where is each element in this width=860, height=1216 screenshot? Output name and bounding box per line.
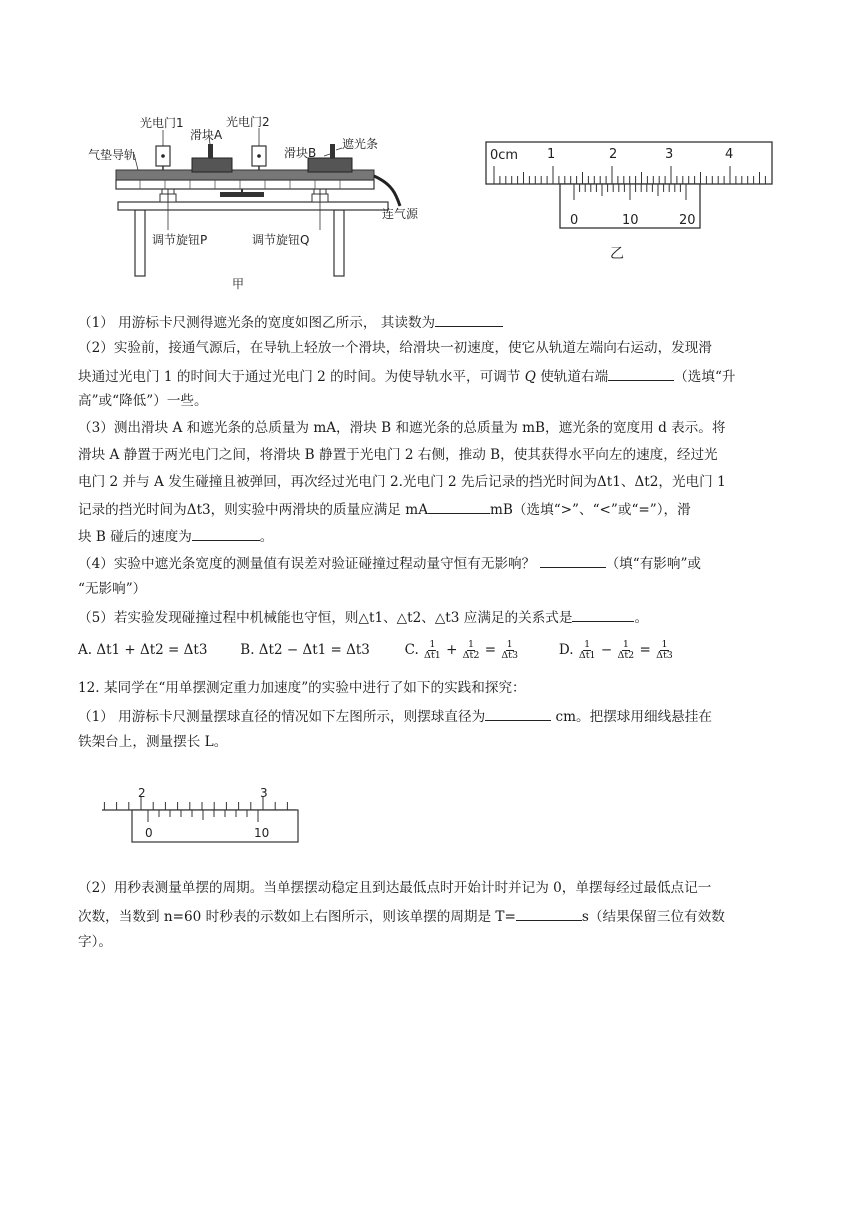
q11-part1: （1） 用游标卡尺测得遮光条的宽度如图乙所示， 其读数为 — [78, 312, 503, 332]
q11-part3-line1: （3）测出滑块 A 和遮光条的总质量为 mA，滑块 B 和遮光条的总质量为 mB，遮光条的宽度用 d 表示。将 — [78, 420, 726, 436]
q11-part4-line1: （4）实验中遮光条宽度的测量值有误差对验证碰撞过程动量守恒有无影响？ （填“有影响”或 — [78, 553, 701, 573]
sliderB-label: 滑块B — [284, 146, 317, 160]
pd-main-label-3: 3 — [260, 786, 268, 800]
main-label-4: 4 — [725, 147, 734, 162]
q11-part3-line4: 记录的挡光时间为Δt3，则实验中两滑块的质量应满足 mA mB（选填“>”、“<”或“=”），滑 — [78, 499, 691, 519]
main-label-2: 2 — [609, 147, 618, 162]
knob-q — [312, 188, 328, 202]
knob-p — [160, 188, 176, 202]
table-top — [118, 202, 388, 210]
q11-part3-line2: 滑块 A 静置于两光电门之间，将滑块 B 静置于光电门 2 右侧，推动 B，使其获得水平向左的速度，经过光 — [78, 447, 718, 463]
q11-part3-line5: 块 B 碰后的速度为 。 — [78, 526, 273, 546]
slider-b-block — [308, 158, 352, 172]
pd-vernier-label-10: 10 — [254, 826, 270, 840]
option-c[interactable]: C. $\frac{1}{\Delta t1}$ + $\frac{1}{\Delta t2}$ = $\frac{1}{\Delta t3}$ — [404, 639, 519, 661]
option-b[interactable]: B. Δt2 − Δt1 = Δt3 — [240, 642, 370, 658]
rail-base — [116, 180, 374, 189]
option-a[interactable]: A. Δt1 + Δt2 = Δt3 — [78, 642, 208, 658]
vernier-label-0: 0 — [570, 213, 579, 228]
air-track-figure — [80, 108, 460, 298]
pendulum-caliper-figure — [96, 786, 306, 850]
answer-blank-3[interactable] — [428, 499, 490, 514]
gate-1 — [156, 146, 170, 170]
table-leg-right — [334, 210, 344, 276]
pd-vernier-scale — [132, 810, 298, 842]
gate-2 — [252, 146, 266, 170]
vernier-caliper-figure — [484, 140, 784, 265]
knobQ-label: 调节旋钮Q — [252, 233, 310, 247]
main-label-0: 0cm — [490, 148, 519, 163]
answer-blank-8[interactable] — [516, 906, 582, 921]
q11-part3-line3: 电门 2 并与 A 发生碰撞且被弹回，再次经过光电门 2.光电门 2 先后记录的挡光时间为Δt1、Δt2，光电门 1 — [78, 474, 726, 490]
table-leg-left — [135, 210, 145, 276]
q11-part2-line1: （2）实验前，接通气源后，在导轨上轻放一个滑块，给滑块一初速度，使它从轨道左端向右运动，发现滑 — [78, 340, 712, 356]
q11-options — [78, 640, 674, 661]
vernier-label-20: 20 — [679, 213, 696, 228]
rail-label: 气垫导轨 — [88, 148, 137, 162]
q12-part1-line1: （1） 用游标卡尺测量摆球直径的情况如下左图所示，则摆球直径为 cm。把摆球用细线悬挂在 — [78, 706, 712, 726]
slider-a-shade — [208, 144, 213, 158]
vernier-label-10: 10 — [622, 213, 639, 228]
q12-part2-line3: 字）。 — [78, 934, 112, 950]
answer-blank-4[interactable] — [192, 526, 260, 541]
gate2-label: 光电门2 — [226, 115, 270, 129]
air-label: 连气源 — [382, 207, 419, 221]
main-label-3: 3 — [665, 147, 674, 162]
main-label-1: 1 — [547, 147, 556, 162]
slider-b-shade — [330, 144, 335, 158]
answer-blank-2[interactable] — [608, 366, 674, 381]
sliderA-label: 滑块A — [190, 128, 223, 142]
answer-blank-7[interactable] — [485, 706, 551, 721]
knobP-label: 调节旋钮P — [152, 233, 208, 247]
q11-part5: （5）若实验发现碰撞过程中机械能也守恒，则△t1、△t2、△t3 应满足的关系式是 。 — [78, 607, 648, 627]
answer-blank-6[interactable] — [572, 607, 634, 622]
q11-part2-line2: 块通过光电门 1 的时间大于通过光电门 2 的时间。为使导轨水平，可调节 Q 使轨道右端 （选填“升 — [78, 366, 736, 386]
fig-jia-caption: 甲 — [232, 277, 245, 291]
answer-blank-1[interactable] — [435, 312, 503, 327]
answer-blank-5[interactable] — [540, 553, 606, 568]
fig-yi-caption: 乙 — [610, 246, 624, 262]
pd-vernier-label-0: 0 — [145, 826, 153, 840]
option-d[interactable]: D. $\frac{1}{\Delta t1}$ − $\frac{1}{\Delta t2}$ = $\frac{1}{\Delta t3}$ — [558, 639, 673, 661]
q12-part2-line1: （2）用秒表测量单摆的周期。当单摆摆动稳定且到达最低点时开始计时并记为 0，单摆每经过最低点记一 — [78, 880, 712, 896]
q11-part4-line2: “无影响”） — [78, 581, 147, 597]
q12-part1-line2: 铁架台上，测量摆长 L。 — [78, 734, 228, 750]
pd-main-label-2: 2 — [138, 786, 146, 800]
shade-label: 遮光条 — [342, 137, 379, 151]
slider-a-block — [192, 158, 232, 172]
gate1-label: 光电门1 — [140, 116, 184, 130]
q12-part2-line2: 次数，当数到 n=60 时秒表的示数如上右图所示，则该单摆的周期是 T= s（结果保留三位有效数 — [78, 906, 725, 926]
q11-part2-line3: 高”或“降低”）一些。 — [78, 393, 208, 409]
q12-title: 12. 某同学在“用单摆测定重力加速度”的实验中进行了如下的实践和探究： — [78, 680, 526, 696]
